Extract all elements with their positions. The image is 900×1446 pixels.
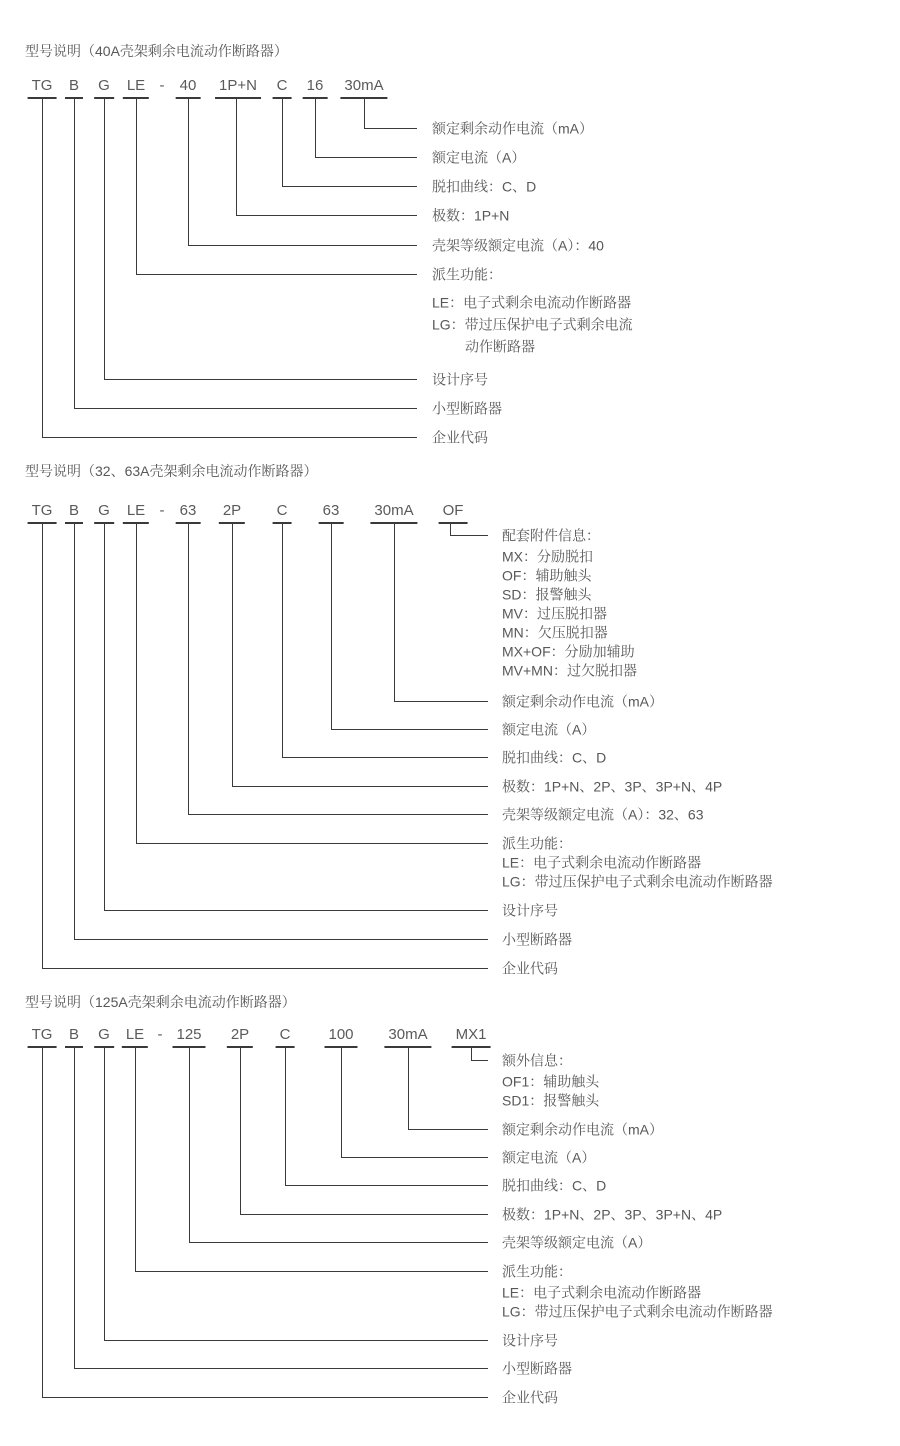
annotation-label: 壳架等级额定电流（A）：40 bbox=[432, 237, 604, 254]
code-part: OF bbox=[439, 503, 468, 524]
annotation-label: 脱扣曲线：C、D bbox=[502, 749, 607, 766]
annotation-label: LG：带过压保护电子式剩余电流动作断路器 bbox=[502, 1303, 773, 1320]
annotation-label: 动作断路器 bbox=[465, 338, 535, 355]
annotation-label: 极数：1P+N bbox=[432, 207, 510, 224]
code-part: B bbox=[65, 503, 83, 524]
annotation-label: MN：欠压脱扣器 bbox=[502, 624, 608, 641]
section-title: 型号说明（125A壳架剩余电流动作断路器） bbox=[25, 994, 296, 1010]
code-part: 125 bbox=[172, 1027, 205, 1048]
annotation-label: 脱扣曲线：C、D bbox=[432, 178, 537, 195]
code-part: B bbox=[65, 1027, 83, 1048]
code-part: B bbox=[65, 78, 83, 99]
code-part: 30mA bbox=[340, 78, 387, 99]
code-part: - bbox=[159, 502, 165, 519]
section-title: 型号说明（40A壳架剩余电流动作断路器） bbox=[25, 43, 288, 59]
code-part: 30mA bbox=[384, 1027, 431, 1048]
annotation-label: 派生功能： bbox=[502, 1263, 572, 1280]
code-part: - bbox=[159, 77, 165, 94]
annotation-label: MV：过压脱扣器 bbox=[502, 605, 607, 622]
code-part: C bbox=[276, 1027, 295, 1048]
annotation-label: MV+MN：过欠脱扣器 bbox=[502, 662, 637, 679]
annotation-label: 额定电流（A） bbox=[432, 149, 526, 166]
annotation-label: 企业代码 bbox=[432, 429, 488, 446]
connector-line bbox=[42, 97, 417, 438]
connector-line bbox=[42, 522, 488, 969]
annotation-label: 设计序号 bbox=[432, 371, 488, 388]
code-part: - bbox=[157, 1026, 163, 1043]
annotation-label: MX：分励脱扣 bbox=[502, 548, 593, 565]
code-part: 63 bbox=[319, 503, 344, 524]
code-part: LE bbox=[122, 1027, 148, 1048]
code-part: 2P bbox=[227, 1027, 253, 1048]
code-part: 1P+N bbox=[215, 78, 261, 99]
code-part: TG bbox=[28, 78, 57, 99]
code-part: 16 bbox=[303, 78, 328, 99]
annotation-label: 额定剩余动作电流（mA） bbox=[432, 120, 593, 137]
annotation-label: 额定电流（A） bbox=[502, 1149, 596, 1166]
annotation-label: MX+OF：分励加辅助 bbox=[502, 643, 635, 660]
section-title: 型号说明（32、63A壳架剩余电流动作断路器） bbox=[25, 463, 318, 479]
annotation-label: 极数：1P+N、2P、3P、3P+N、4P bbox=[502, 1206, 723, 1223]
annotation-label: 配套附件信息： bbox=[502, 527, 600, 544]
annotation-label: SD：报警触头 bbox=[502, 586, 592, 603]
annotation-label: 派生功能： bbox=[502, 835, 572, 852]
annotation-label: LG：带过压保护电子式剩余电流 bbox=[432, 316, 633, 333]
annotation-label: 小型断路器 bbox=[432, 400, 502, 417]
annotation-label: 脱扣曲线：C、D bbox=[502, 1177, 607, 1194]
annotation-label: 极数：1P+N、2P、3P、3P+N、4P bbox=[502, 778, 723, 795]
annotation-label: LE：电子式剩余电流动作断路器 bbox=[502, 1284, 702, 1301]
annotation-label: 派生功能： bbox=[432, 266, 502, 283]
annotation-label: SD1：报警触头 bbox=[502, 1092, 600, 1109]
annotation-label: 企业代码 bbox=[502, 960, 558, 977]
annotation-label: LE：电子式剩余电流动作断路器 bbox=[502, 854, 702, 871]
code-part: 100 bbox=[324, 1027, 357, 1048]
code-part: C bbox=[273, 78, 292, 99]
annotation-label: LE：电子式剩余电流动作断路器 bbox=[432, 294, 632, 311]
annotation-label: 小型断路器 bbox=[502, 931, 572, 948]
code-part: LE bbox=[123, 78, 149, 99]
annotation-label: 额外信息： bbox=[502, 1052, 572, 1069]
annotation-label: LG：带过压保护电子式剩余电流动作断路器 bbox=[502, 873, 773, 890]
code-part: 2P bbox=[219, 503, 245, 524]
annotation-label: 额定电流（A） bbox=[502, 721, 596, 738]
annotation-label: OF：辅助触头 bbox=[502, 567, 592, 584]
code-part: C bbox=[273, 503, 292, 524]
annotation-label: OF1：辅助触头 bbox=[502, 1073, 600, 1090]
code-part: TG bbox=[28, 503, 57, 524]
code-part: 30mA bbox=[370, 503, 417, 524]
annotation-label: 企业代码 bbox=[502, 1389, 558, 1406]
code-part: 63 bbox=[176, 503, 201, 524]
code-part: 40 bbox=[176, 78, 201, 99]
code-part: LE bbox=[123, 503, 149, 524]
annotation-label: 额定剩余动作电流（mA） bbox=[502, 693, 663, 710]
annotation-label: 壳架等级额定电流（A）：32、63 bbox=[502, 806, 704, 823]
code-part: TG bbox=[28, 1027, 57, 1048]
annotation-label: 额定剩余动作电流（mA） bbox=[502, 1121, 663, 1138]
code-part: MX1 bbox=[452, 1027, 491, 1048]
code-part: G bbox=[94, 78, 114, 99]
connector-line bbox=[42, 1046, 488, 1398]
code-part: G bbox=[94, 503, 114, 524]
annotation-label: 小型断路器 bbox=[502, 1360, 572, 1377]
annotation-label: 设计序号 bbox=[502, 902, 558, 919]
annotation-label: 壳架等级额定电流（A） bbox=[502, 1234, 652, 1251]
annotation-label: 设计序号 bbox=[502, 1332, 558, 1349]
code-part: G bbox=[94, 1027, 114, 1048]
